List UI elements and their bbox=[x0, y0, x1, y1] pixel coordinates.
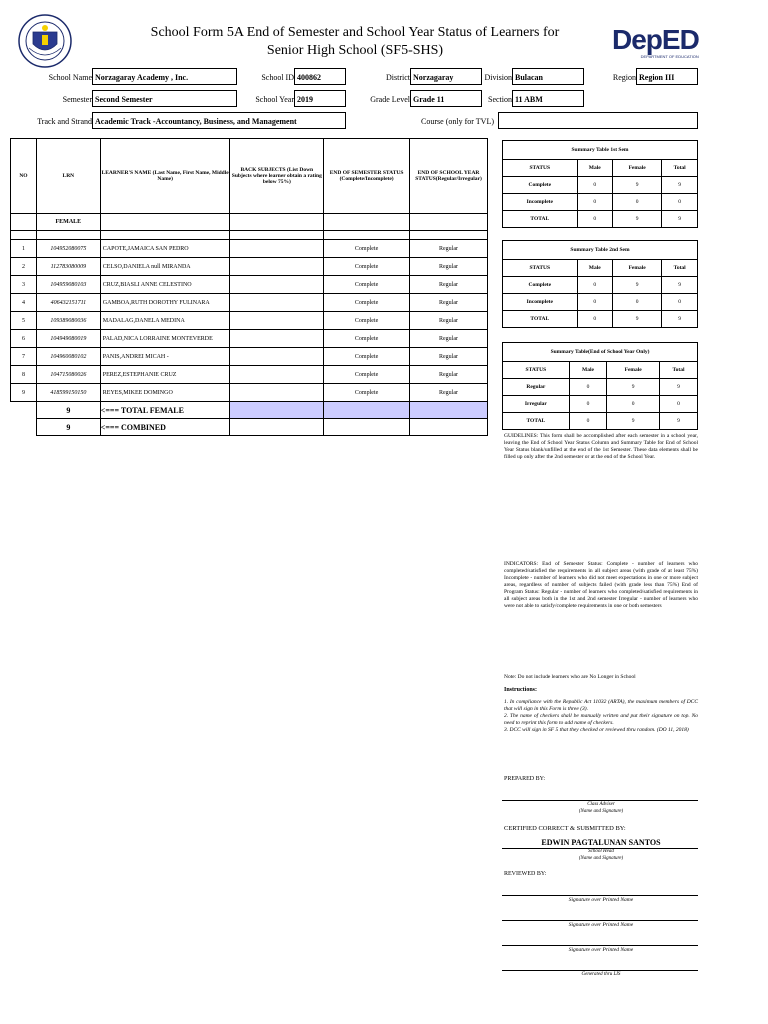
reviewer1-signature-line bbox=[502, 895, 698, 896]
reviewer3-signature-line bbox=[502, 945, 698, 946]
reviewer2-signature-line bbox=[502, 920, 698, 921]
row-no: 8 bbox=[11, 366, 37, 384]
female-group-row bbox=[11, 214, 488, 231]
summary3-h-total: Total bbox=[660, 362, 698, 379]
table-row bbox=[11, 258, 488, 276]
row-year-status: Regular bbox=[410, 312, 488, 330]
row-learner-name: CAPOTE,JAMAICA SAN PEDRO bbox=[100, 240, 230, 258]
indicators-text: INDICATORS: End of Semester Status: Complete - number of learners who completed/satisfied the requirements in all subject areas (with grade of at least 75%) Incomplete - number of learners who did not meet expectations in one or more subject areas, regardless of number of subjects failed (with grade less than 75%) End of Program Status: Regular - number of learners who completed/satisfied requirements in all subject areas both in the 1st and 2nd semester Irregular - number of learners who were not able to satisfy/complete requirements in one or both semesters bbox=[504, 561, 698, 609]
reviewed-by-label: REVIEWED BY: bbox=[504, 871, 547, 877]
school-head-name: EDWIN PAGTALUNAN SANTOS bbox=[541, 838, 661, 847]
deped-logo-text: DepED bbox=[612, 24, 699, 55]
grade-level-label: Grade Level bbox=[370, 95, 410, 104]
summary-table-end-of-year bbox=[502, 342, 698, 430]
col-header-year-status: END OF SCHOOL YEAR STATUS(Regular/Irregular) bbox=[410, 139, 488, 214]
summary2-r2-female: 9 bbox=[612, 311, 661, 328]
row-back-subjects bbox=[230, 330, 324, 348]
form-title-line2: Senior High School (SF5-SHS) bbox=[266, 43, 444, 58]
row-learner-name: PALAD,NICA LORRAINE MONTEVERDE bbox=[100, 330, 230, 348]
summary3-r1-total: 0 bbox=[660, 396, 698, 413]
summary2-h-total: Total bbox=[662, 260, 698, 277]
row-lrn: 406432151711 bbox=[36, 294, 100, 312]
summary-table-2nd-sem bbox=[502, 240, 698, 328]
col-header-lrn: LRN bbox=[36, 139, 100, 214]
summary2-caption: Summary Table 2nd Sem bbox=[503, 241, 698, 260]
deped-seal-logo bbox=[18, 14, 72, 68]
school-id-label: School ID bbox=[261, 73, 294, 82]
table-row bbox=[11, 348, 488, 366]
summary3-r0-status: Regular bbox=[503, 379, 570, 396]
summary1-h-female: Female bbox=[612, 160, 661, 177]
row-sem-status: Complete bbox=[324, 348, 410, 366]
summary1-r1-status: Incomplete bbox=[503, 194, 578, 211]
summary3-h-status: STATUS bbox=[503, 362, 570, 379]
reviewer1-signature-label: Signature over Printed Name bbox=[568, 897, 634, 903]
head-name-signature-label: (Name and Signature) bbox=[578, 856, 624, 861]
summary3-r1-female: 0 bbox=[607, 396, 660, 413]
district-field: Norzagaray bbox=[410, 68, 482, 85]
summary2-r2-total: 9 bbox=[662, 311, 698, 328]
division-field: Bulacan bbox=[512, 68, 584, 85]
school-year-field: 2019 bbox=[294, 90, 346, 107]
row-no: 1 bbox=[11, 240, 37, 258]
row-back-subjects bbox=[230, 366, 324, 384]
instructions-title: Instructions: bbox=[504, 687, 538, 693]
row-year-status: Regular bbox=[410, 276, 488, 294]
row-sem-status: Complete bbox=[324, 258, 410, 276]
summary2-r1-status: Incomplete bbox=[503, 294, 578, 311]
summary2-r1-male: 0 bbox=[577, 294, 612, 311]
row-back-subjects bbox=[230, 276, 324, 294]
summary2-r0-female: 9 bbox=[612, 277, 661, 294]
summary1-h-male: Male bbox=[577, 160, 612, 177]
reviewer2-signature-label: Signature over Printed Name bbox=[568, 922, 634, 928]
summary2-h-status: STATUS bbox=[503, 260, 578, 277]
prepared-by-label: PREPARED BY: bbox=[504, 776, 546, 782]
summary3-r2-female: 9 bbox=[607, 413, 660, 430]
table-row bbox=[11, 276, 488, 294]
row-year-status: Regular bbox=[410, 240, 488, 258]
row-sem-status: Complete bbox=[324, 312, 410, 330]
row-sem-status: Complete bbox=[324, 384, 410, 402]
summary1-h-status: STATUS bbox=[503, 160, 578, 177]
instruction-2: 2. The name of checkers shall be manually written and put their signature on top. No need to reprint this form to add name of checkers. bbox=[504, 713, 698, 726]
district-label: District bbox=[386, 73, 410, 82]
form-title bbox=[120, 24, 590, 60]
row-sem-status: Complete bbox=[324, 294, 410, 312]
summary-table-1st-sem bbox=[502, 140, 698, 228]
summary1-caption: Summary Table 1st Sem bbox=[503, 141, 698, 160]
school-year-label: School Year bbox=[255, 95, 294, 104]
table-row bbox=[11, 384, 488, 402]
row-lrn: 104952080075 bbox=[36, 240, 100, 258]
row-back-subjects bbox=[230, 294, 324, 312]
summary3-r2-male: 0 bbox=[569, 413, 607, 430]
row-learner-name: PANIS,ANDREI MICAH - bbox=[100, 348, 230, 366]
row-lrn: 104949080019 bbox=[36, 330, 100, 348]
adviser-signature-line bbox=[502, 800, 698, 801]
row-no: 4 bbox=[11, 294, 37, 312]
guidelines-text: GUIDELINES: This form shall be accomplished after each semester in a school year, leaving the End of School Year Status Column and Summary Table for End of School Year Status blank/unfilled at the end of the 1st Semester. These data elements shall be filled up only after the 2nd semester or at the end of the School Year. bbox=[504, 433, 698, 460]
note-no-longer-in-school: Note: Do not include learners who are No Longer in School bbox=[504, 674, 636, 680]
row-no: 2 bbox=[11, 258, 37, 276]
row-lrn: 418599150150 bbox=[36, 384, 100, 402]
row-no: 5 bbox=[11, 312, 37, 330]
summary1-r2-status: TOTAL bbox=[503, 211, 578, 228]
summary1-r2-female: 9 bbox=[612, 211, 661, 228]
generated-thru-lis: Generated thru LIS bbox=[581, 972, 621, 977]
table-row bbox=[11, 366, 488, 384]
row-learner-name: CELSO,DANIELA null MIRANDA bbox=[100, 258, 230, 276]
adviser-name-signature-label: (Name and Signature) bbox=[578, 809, 624, 814]
track-field: Academic Track -Accountancy, Business, and Management bbox=[92, 112, 346, 129]
table-row bbox=[11, 330, 488, 348]
table-row bbox=[11, 312, 488, 330]
division-label: Division bbox=[484, 73, 512, 82]
summary2-h-male: Male bbox=[577, 260, 612, 277]
row-sem-status: Complete bbox=[324, 240, 410, 258]
row-no: 7 bbox=[11, 348, 37, 366]
region-label: Region bbox=[612, 73, 636, 82]
form-title-line1: School Form 5A End of Semester and School Year Status of Learners for bbox=[150, 25, 560, 40]
summary1-r2-male: 0 bbox=[577, 211, 612, 228]
total-female-label: <=== TOTAL FEMALE bbox=[100, 402, 230, 419]
row-lrn: 104715080026 bbox=[36, 366, 100, 384]
summary2-r0-total: 9 bbox=[662, 277, 698, 294]
deped-logo-subtext: DEPARTMENT OF EDUCATION bbox=[640, 54, 699, 59]
combined-row bbox=[11, 419, 488, 436]
summary3-h-female: Female bbox=[607, 362, 660, 379]
deped-logo bbox=[612, 26, 699, 59]
summary2-r1-female: 0 bbox=[612, 294, 661, 311]
row-back-subjects bbox=[230, 240, 324, 258]
summary2-r0-status: Complete bbox=[503, 277, 578, 294]
col-header-no: NO bbox=[11, 139, 37, 214]
summary2-r0-male: 0 bbox=[577, 277, 612, 294]
row-year-status: Regular bbox=[410, 330, 488, 348]
school-id-field: 400862 bbox=[294, 68, 346, 85]
summary1-h-total: Total bbox=[662, 160, 698, 177]
col-header-sem-status: END OF SEMESTER STATUS (Complete/Incomplete) bbox=[324, 139, 410, 214]
summary2-r2-male: 0 bbox=[577, 311, 612, 328]
table-row bbox=[11, 240, 488, 258]
summary2-r1-total: 0 bbox=[662, 294, 698, 311]
total-female-row bbox=[11, 402, 488, 419]
summary1-r1-male: 0 bbox=[577, 194, 612, 211]
summary3-caption: Summary Table(End of School Year Only) bbox=[503, 343, 698, 362]
row-learner-name: REYES,MIKEE DOMINGO bbox=[100, 384, 230, 402]
summary3-r2-total: 9 bbox=[660, 413, 698, 430]
row-back-subjects bbox=[230, 312, 324, 330]
summary3-r0-total: 9 bbox=[660, 379, 698, 396]
summary3-h-male: Male bbox=[569, 362, 607, 379]
summary3-r0-male: 0 bbox=[569, 379, 607, 396]
course-field bbox=[498, 112, 698, 129]
female-group-label: FEMALE bbox=[36, 214, 100, 231]
row-year-status: Regular bbox=[410, 366, 488, 384]
summary1-r0-male: 0 bbox=[577, 177, 612, 194]
row-learner-name: GAMBOA,RUTH DOROTHY FULINARA bbox=[100, 294, 230, 312]
row-learner-name: PEREZ,ESTEPHANIE CRUZ bbox=[100, 366, 230, 384]
row-year-status: Regular bbox=[410, 384, 488, 402]
row-lrn: 109389080036 bbox=[36, 312, 100, 330]
row-back-subjects bbox=[230, 348, 324, 366]
summary1-r0-female: 9 bbox=[612, 177, 661, 194]
summary2-h-female: Female bbox=[612, 260, 661, 277]
learners-table bbox=[10, 138, 488, 436]
semester-field: Second Semester bbox=[92, 90, 237, 107]
row-back-subjects bbox=[230, 258, 324, 276]
combined-count: 9 bbox=[36, 419, 100, 436]
track-label: Track and Strand bbox=[37, 117, 92, 126]
row-sem-status: Complete bbox=[324, 330, 410, 348]
summary1-r1-female: 0 bbox=[612, 194, 661, 211]
row-lrn: 104959080103 bbox=[36, 276, 100, 294]
row-year-status: Regular bbox=[410, 348, 488, 366]
reviewer3-signature-label: Signature over Printed Name bbox=[568, 947, 634, 953]
combined-label: <=== COMBINED bbox=[100, 419, 230, 436]
instruction-1: 1. In compliance with the Republic Act 11032 (ARTA), the maximum members of DCC that will sign in this Form is three (3). bbox=[504, 699, 698, 712]
row-learner-name: CRUZ,BIASLI ANNE CELESTINO bbox=[100, 276, 230, 294]
summary3-r0-female: 9 bbox=[607, 379, 660, 396]
course-label: Course (only for TVL) bbox=[421, 117, 494, 126]
table-header-row bbox=[11, 139, 488, 214]
row-sem-status: Complete bbox=[324, 366, 410, 384]
row-no: 6 bbox=[11, 330, 37, 348]
region-field: Region III bbox=[636, 68, 698, 85]
row-no: 3 bbox=[11, 276, 37, 294]
row-year-status: Regular bbox=[410, 258, 488, 276]
summary3-r1-status: Irregular bbox=[503, 396, 570, 413]
col-header-back-subjects: BACK SUBJECTS (List Down Subjects where learner obtain a rating below 75%) bbox=[230, 139, 324, 214]
row-no: 9 bbox=[11, 384, 37, 402]
generated-line bbox=[502, 970, 698, 971]
table-row bbox=[11, 294, 488, 312]
summary3-r2-status: TOTAL bbox=[503, 413, 570, 430]
class-adviser-label: Class Adviser bbox=[587, 802, 615, 807]
school-name-label: School Name bbox=[48, 73, 92, 82]
semester-label: Semester bbox=[62, 95, 92, 104]
summary1-r0-status: Complete bbox=[503, 177, 578, 194]
row-year-status: Regular bbox=[410, 294, 488, 312]
summary1-r2-total: 9 bbox=[662, 211, 698, 228]
section-label: Section bbox=[488, 95, 512, 104]
certified-label: CERTIFIED CORRECT & SUBMITTED BY: bbox=[504, 825, 626, 832]
row-learner-name: MADALAG,DANELA MEDINA bbox=[100, 312, 230, 330]
summary2-r2-status: TOTAL bbox=[503, 311, 578, 328]
school-head-label: School Head bbox=[588, 849, 614, 854]
summary3-r1-male: 0 bbox=[569, 396, 607, 413]
section-field: 11 ABM bbox=[512, 90, 584, 107]
row-sem-status: Complete bbox=[324, 276, 410, 294]
school-name-field: Norzagaray Academy , Inc. bbox=[92, 68, 237, 85]
grade-level-field: Grade 11 bbox=[410, 90, 482, 107]
summary1-r1-total: 0 bbox=[662, 194, 698, 211]
instruction-3: 3. DCC will sign in SF 5 that they checked or reviewed thru random. (DO 11, 2018) bbox=[504, 727, 689, 733]
row-lrn: 104960080102 bbox=[36, 348, 100, 366]
summary1-r0-total: 9 bbox=[662, 177, 698, 194]
row-lrn: 112783080009 bbox=[36, 258, 100, 276]
col-header-name: LEARNER'S NAME (Last Name, First Name, Middle Name) bbox=[100, 139, 230, 214]
total-female-count: 9 bbox=[36, 402, 100, 419]
row-back-subjects bbox=[230, 384, 324, 402]
